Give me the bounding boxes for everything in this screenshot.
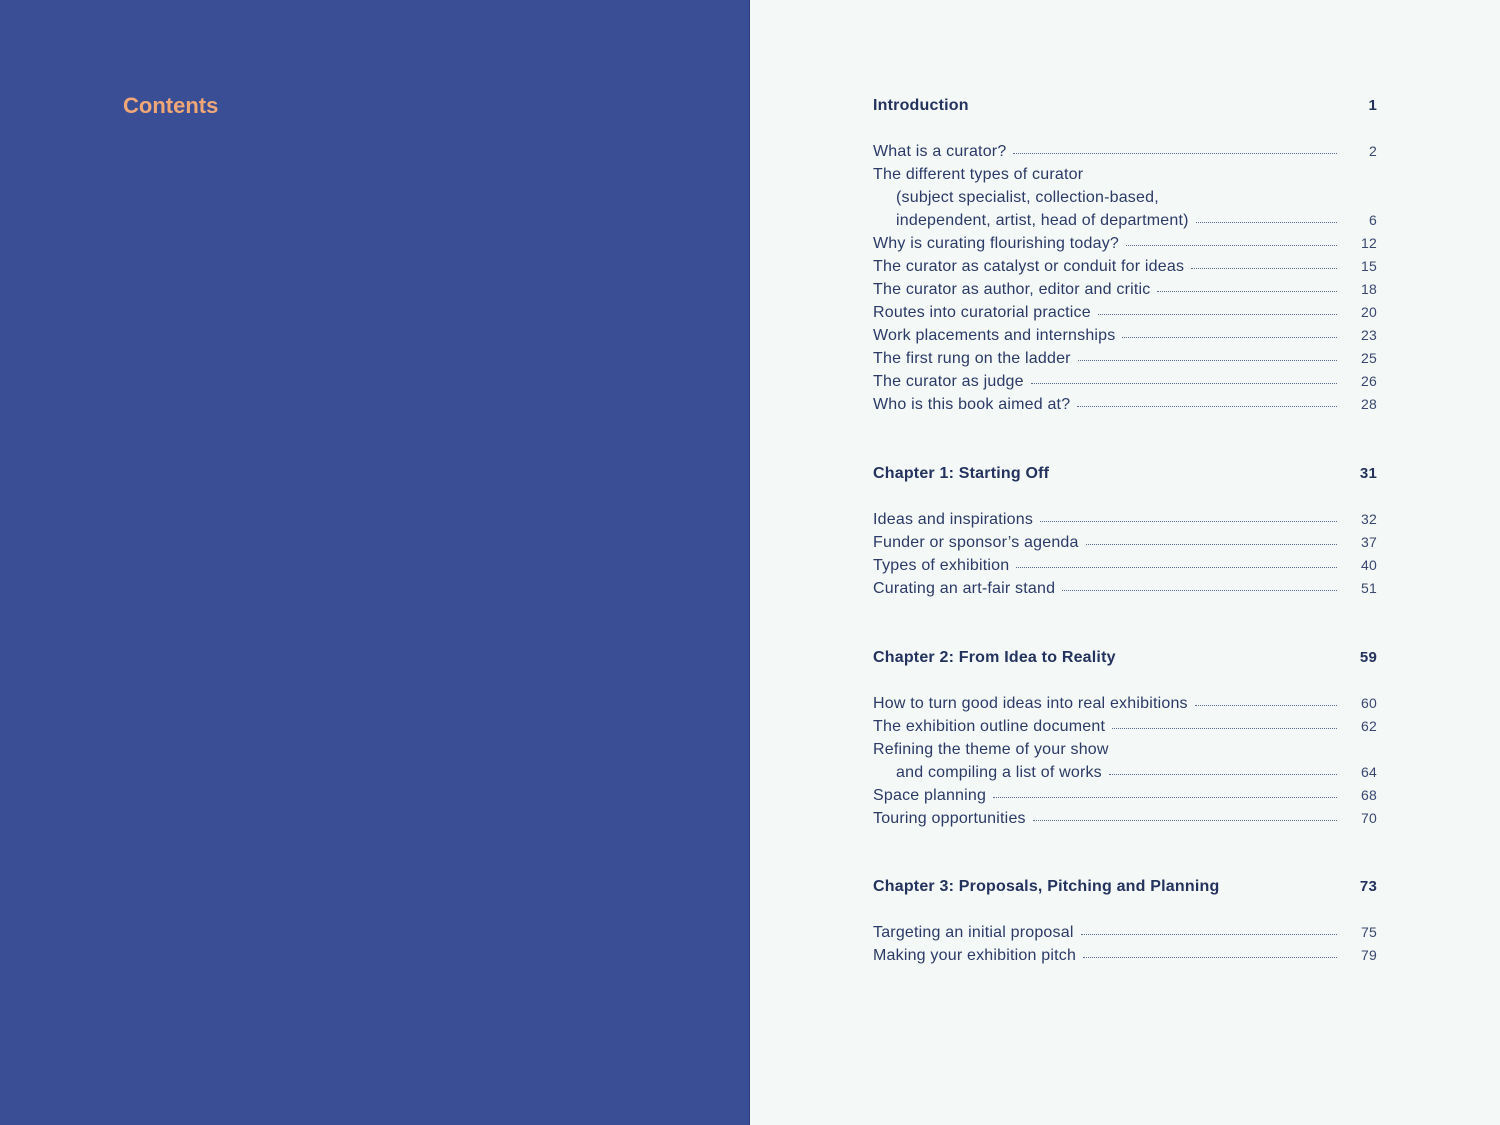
toc-heading-label: Chapter 3: Proposals, Pitching and Planning <box>873 878 1220 895</box>
toc-entry-label: Ideas and inspirations <box>873 511 1034 528</box>
toc-page-number: 18 <box>1361 281 1377 297</box>
toc-page-number: 51 <box>1361 580 1377 596</box>
toc-leader <box>1109 774 1337 775</box>
toc-leader <box>1098 314 1337 315</box>
toc-entry-label: Types of exhibition <box>873 557 1010 574</box>
toc-entry-label: Touring opportunities <box>873 810 1026 827</box>
toc-entry[interactable] <box>873 350 1377 373</box>
toc-entry-label: Targeting an initial proposal <box>873 924 1074 941</box>
toc-entry[interactable] <box>873 327 1377 350</box>
toc-leader <box>1081 934 1337 935</box>
toc-leader <box>1196 222 1337 223</box>
toc-page-number: 62 <box>1361 718 1377 734</box>
toc-leader <box>1078 360 1337 361</box>
toc-entry[interactable] <box>873 741 1377 764</box>
toc-entry-label: The different types of curator <box>873 166 1084 183</box>
toc-entry-label: The exhibition outline document <box>873 718 1106 735</box>
toc-page-number: 32 <box>1361 511 1377 527</box>
toc-entry-continuation[interactable] <box>873 189 1377 212</box>
toc-entry[interactable] <box>873 787 1377 810</box>
toc-page-number: 15 <box>1361 258 1377 274</box>
toc-leader <box>1062 590 1337 591</box>
toc-page-number: 40 <box>1361 557 1377 573</box>
toc-leader <box>1122 337 1337 338</box>
toc-leader <box>1157 291 1337 292</box>
toc-heading-chapter-2[interactable] <box>873 649 1377 672</box>
toc-entry-label: Funder or sponsor’s agenda <box>873 534 1079 551</box>
toc-entry-label: The first rung on the ladder <box>873 350 1071 367</box>
toc-leader <box>1112 728 1337 729</box>
toc-entry-label: Work placements and internships <box>873 327 1116 344</box>
toc-page-number: 64 <box>1361 764 1377 780</box>
toc-page-number: 1 <box>1368 97 1377 114</box>
toc-entry[interactable] <box>873 924 1377 947</box>
toc-leader <box>993 797 1337 798</box>
toc-entry[interactable] <box>873 396 1377 419</box>
toc-heading-chapter-3[interactable] <box>873 878 1377 901</box>
toc-page-number: 68 <box>1361 787 1377 803</box>
toc-page-number: 26 <box>1361 373 1377 389</box>
toc-entry-label: Making your exhibition pitch <box>873 947 1077 964</box>
toc-entry-label: The curator as author, editor and critic <box>873 281 1151 298</box>
toc-leader <box>1195 705 1337 706</box>
toc-entry-continuation[interactable] <box>873 212 1377 235</box>
toc-entry-label: Space planning <box>873 787 987 804</box>
toc-entry[interactable] <box>873 373 1377 396</box>
toc-leader <box>1086 544 1337 545</box>
toc-entry-label: Who is this book aimed at? <box>873 396 1071 413</box>
toc-page-number: 6 <box>1369 212 1377 228</box>
toc-entry[interactable] <box>873 810 1377 833</box>
toc-entry-label: Routes into curatorial practice <box>873 304 1091 321</box>
toc-leader <box>1031 383 1337 384</box>
toc-page-number: 59 <box>1359 649 1377 666</box>
toc-page-number: 75 <box>1361 924 1377 940</box>
toc-entry-label: Why is curating flourishing today? <box>873 235 1120 252</box>
toc-entry[interactable] <box>873 557 1377 580</box>
toc-page-number: 25 <box>1361 350 1377 366</box>
toc-page-number: 37 <box>1361 534 1377 550</box>
toc-heading-label: Introduction <box>873 97 969 114</box>
toc-entry[interactable] <box>873 947 1377 970</box>
toc-entry[interactable] <box>873 580 1377 603</box>
toc-leader <box>1013 153 1337 154</box>
toc-entry[interactable] <box>873 281 1377 304</box>
left-page <box>0 0 749 1125</box>
toc-entry[interactable] <box>873 143 1377 166</box>
toc-page-number: 70 <box>1361 810 1377 826</box>
toc-entry-label: independent, artist, head of department) <box>896 212 1189 229</box>
toc-heading-introduction[interactable] <box>873 97 1377 120</box>
toc-entry-label: What is a curator? <box>873 143 1007 160</box>
toc-page-number: 79 <box>1361 947 1377 963</box>
toc-leader <box>1016 567 1337 568</box>
toc-leader <box>1083 957 1337 958</box>
toc-entry-label: Curating an art-fair stand <box>873 580 1056 597</box>
contents-title: Contents <box>123 93 219 118</box>
toc-entry-label: The curator as catalyst or conduit for ideas <box>873 258 1185 275</box>
toc-entry[interactable] <box>873 235 1377 258</box>
toc-leader <box>1126 245 1337 246</box>
toc-entry[interactable] <box>873 695 1377 718</box>
toc-leader <box>1077 406 1337 407</box>
toc-entry-label: Refining the theme of your show <box>873 741 1109 758</box>
toc-entry[interactable] <box>873 258 1377 281</box>
toc-entry-label: (subject specialist, collection-based, <box>896 189 1159 206</box>
toc-page-number: 28 <box>1361 396 1377 412</box>
toc-leader <box>1040 521 1337 522</box>
toc-entry-label: and compiling a list of works <box>896 764 1102 781</box>
toc-page-number: 73 <box>1359 878 1377 895</box>
toc-entry-label: How to turn good ideas into real exhibitions <box>873 695 1188 712</box>
toc-entry-label: The curator as judge <box>873 373 1024 390</box>
toc-page-number: 31 <box>1359 465 1377 482</box>
toc-leader <box>1191 268 1337 269</box>
toc-entry-continuation[interactable] <box>873 764 1377 787</box>
toc-page-number: 60 <box>1361 695 1377 711</box>
toc-page-number: 2 <box>1369 143 1377 159</box>
toc-page-number: 23 <box>1361 327 1377 343</box>
toc-entry[interactable] <box>873 304 1377 327</box>
toc-entry[interactable] <box>873 166 1377 189</box>
toc-entry[interactable] <box>873 534 1377 557</box>
toc-leader <box>1033 820 1337 821</box>
toc-entry[interactable] <box>873 511 1377 534</box>
toc-page-number: 20 <box>1361 304 1377 320</box>
toc-entry[interactable] <box>873 718 1377 741</box>
toc-heading-chapter-1[interactable] <box>873 465 1377 488</box>
toc-heading-label: Chapter 1: Starting Off <box>873 465 1050 482</box>
toc-heading-label: Chapter 2: From Idea to Reality <box>873 649 1116 666</box>
toc-page-number: 12 <box>1361 235 1377 251</box>
